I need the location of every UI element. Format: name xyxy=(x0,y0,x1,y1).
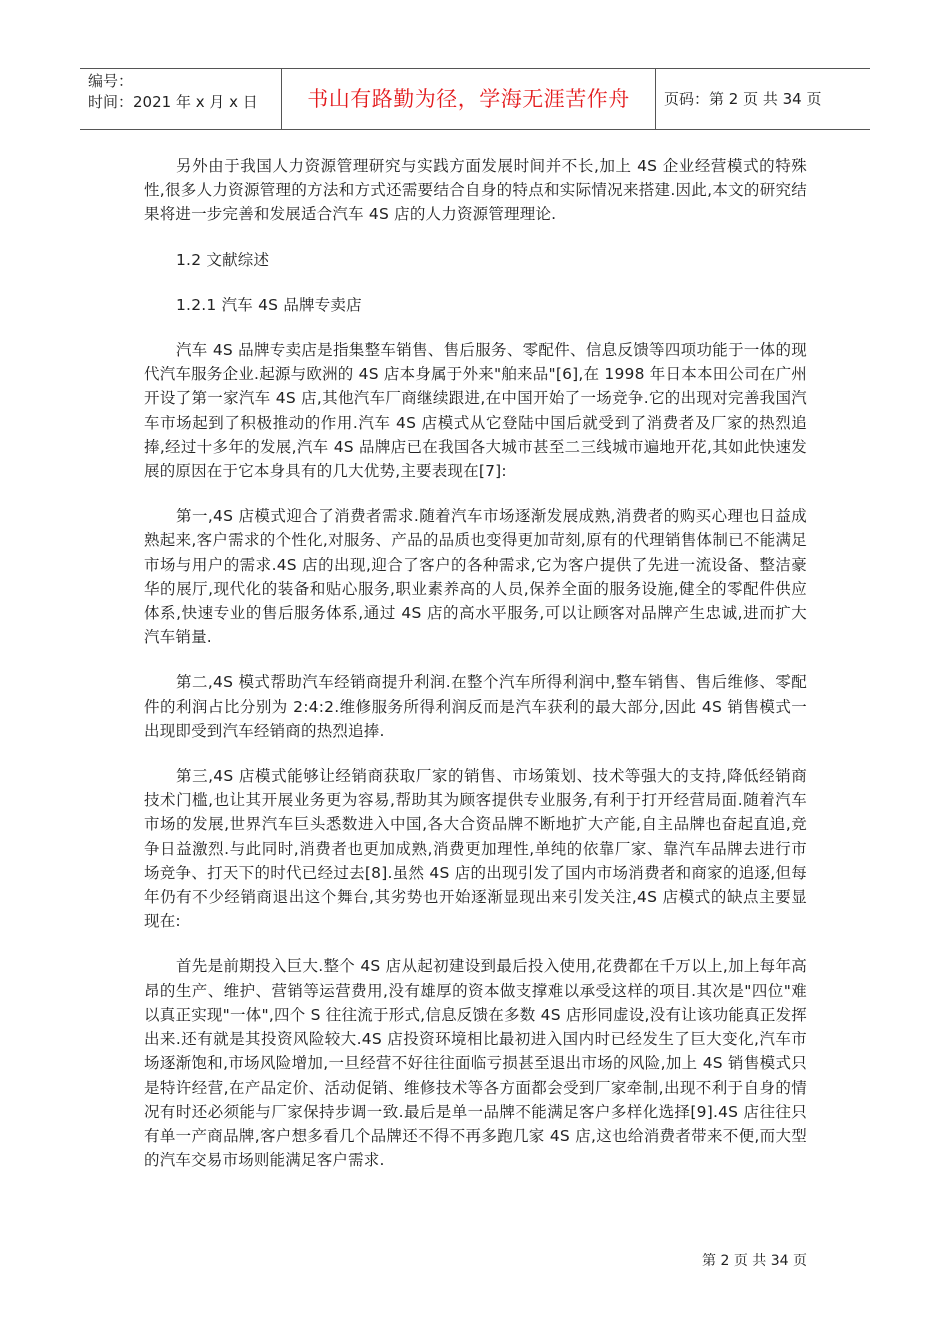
document-body xyxy=(144,154,807,1193)
section-heading-1-2-1: 1.2.1 汽车 4S 品牌专卖店 xyxy=(176,295,362,314)
paragraph-intro: 另外由于我国人力资源管理研究与实践方面发展时间并不长,加上 4S 企业经营模式的特殊性,很多人力资源管理的方法和方式还需要结合自身的特点和实际情况来搭建.因此,本文的研究结果将进一步完善和发展适合汽车 4S 店的人力资源管理理论. xyxy=(144,157,807,224)
page-header xyxy=(80,68,870,130)
header-meta xyxy=(88,71,278,129)
header-divider xyxy=(655,69,656,130)
paragraph-disadvantages: 首先是前期投入巨大.整个 4S 店从起初建设到最后投入使用,花费都在千万以上,加上每年高昂的生产、维护、营销等运营费用,没有雄厚的资本做支撑难以承受这样的项目.其次是"四位"难以真正实现"一体",四个 S 往往流于形式,信息反馈在多数 4S 店形同虚设,没有让该功能真正发挥出来.还有就是其投资风险较大.4S 店投资环境相比最初进入国内时已经发生了巨大变化,汽车市场逐渐饱和,市场风险增加,一旦经营不好往往面临亏损甚至退出市场的风险,加上 4S 销售模式只是特许经营,在产品定价、活动促销、维修技术等各方面都会受到厂家牵制,出现不利于自身的情况有时还必须能与厂家保持步调一致.最后是单一品牌不能满足客户多样化选择[9].4S 店往往只有单一产商品牌,客户想多看几个品牌还不得不再多跑几家 4S 店,这也给消费者带来不便,而大型的汽车交易市场则能满足客户需求. xyxy=(144,957,807,1170)
paragraph-third-advantage: 第三,4S 店模式能够让经销商获取厂家的销售、市场策划、技术等强大的支持,降低经销商技术门槛,也让其开展业务更为容易,帮助其为顾客提供专业服务,有利于打开经营局面.随着汽车市场的发展,世界汽车巨头悉数进入中国,各大合资品牌不断地扩大产能,自主品牌也奋起直追,竞争日益激烈.与此同时,消费者也更加成熟,消费更加理性,单纯的依靠厂家、靠汽车品牌去进行市场竞争、打天下的时代已经过去[8].虽然 4S 店的出现引发了国内市场消费者和商家的追逐,但每年仍有不少经销商退出这个舞台,其劣势也开始逐渐显现出来引发关注,4S 店模式的缺点主要显现在: xyxy=(144,767,807,931)
header-page-info: 页码：第 2 页 共 34 页 xyxy=(664,90,822,108)
page-footer: 第 2 页 共 34 页 xyxy=(702,1253,807,1269)
paragraph-second-advantage: 第二,4S 模式帮助汽车经销商提升利润.在整个汽车所得利润中,整车销售、售后维修、零配件的利润占比分别为 2:4:2.维修服务所得利润反而是汽车获利的最大部分,因此 4S 销售模式一出现即受到汽车经销商的热烈追捧. xyxy=(144,673,807,740)
section-heading-1-2: 1.2 文献综述 xyxy=(176,250,270,269)
header-motto: 书山有路勤为径，学海无涯苦作舟 xyxy=(307,87,630,111)
doc-number-label: 编号： xyxy=(88,72,134,90)
time-label: 时间：2021 年 x 月 x 日 xyxy=(88,93,258,111)
paragraph-first-advantage: 第一,4S 店模式迎合了消费者需求.随着汽车市场逐渐发展成熟,消费者的购买心理也日益成熟起来,客户需求的个性化,对服务、产品的品质也变得更加苛刻,原有的代理销售体制已不能满足市场与用户的需求.4S 店的出现,迎合了客户的各种需求,它为客户提供了先进一流设备、整洁豪华的展厅,现代化的装备和贴心服务,职业素养高的人员,保养全面的服务设施,健全的零配件供应体系,快速专业的售后服务体系,通过 4S 店的高水平服务,可以让顾客对品牌产生忠诚,进而扩大汽车销量. xyxy=(144,507,807,647)
paragraph-4s-definition: 汽车 4S 品牌专卖店是指集整车销售、售后服务、零配件、信息反馈等四项功能于一体的现代汽车服务企业.起源与欧洲的 4S 店本身属于外来"舶来品"[6],在 1998 年日本本田公司在广州开设了第一家汽车 4S 店,其他汽车厂商继续跟进,在中国开始了一场竞争.它的出现对完善我国汽车市场起到了积极推动的作用.汽车 4S 店模式从它登陆中国后就受到了消费者及厂家的热烈追捧,经过十多年的发展,汽车 4S 品牌店已在我国各大城市甚至二三线城市遍地开花,其如此快速发展的原因在于它本身具有的几大优势,主要表现在[7]: xyxy=(144,341,807,481)
